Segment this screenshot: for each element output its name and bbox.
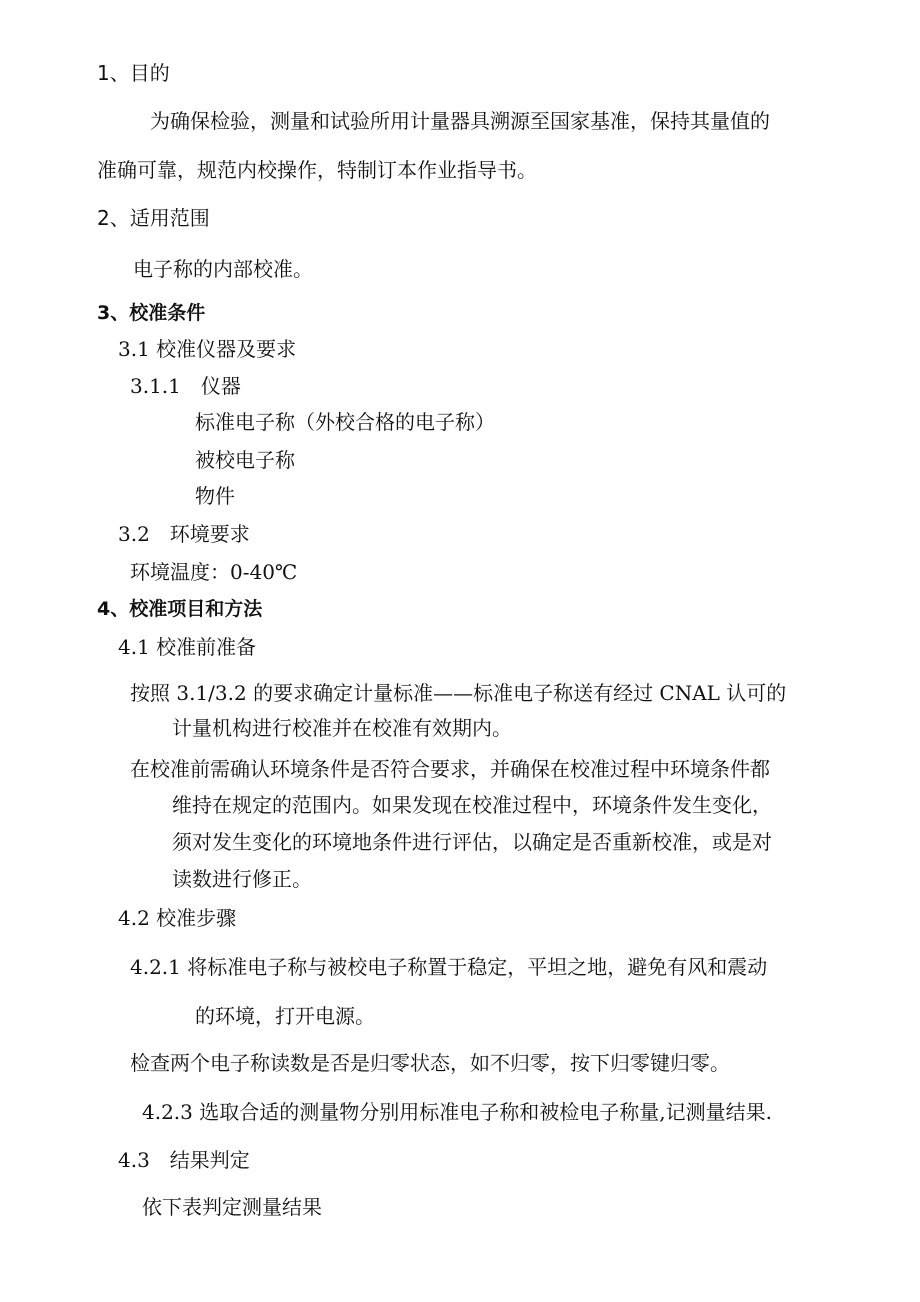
subsection-3-2: 3.2 环境要求 xyxy=(118,522,250,546)
paragraph-4-1-line-1: 按照 3.1/3.2 的要求确定计量标准——标准电子称送有经过 CNAL 认可的 xyxy=(130,681,787,705)
paragraph-4-1-line-2: 计量机构进行校准并在校准有效期内。 xyxy=(172,716,512,740)
subsection-3-1-1: 3.1.1 仪器 xyxy=(130,374,241,398)
section-1-heading: 1、目的 xyxy=(97,61,170,85)
step-4-2-2: 检查两个电子称读数是否是归零状态，如不归零，按下归零键归零。 xyxy=(130,1051,730,1075)
subsection-4-2: 4.2 校准步骤 xyxy=(118,906,237,930)
section-1-paragraph-line-2: 准确可靠，规范内校操作，特制订本作业指导书。 xyxy=(97,158,537,182)
paragraph-4-1b-line-2: 维持在规定的范围内。如果发现在校准过程中，环境条件发生变化， xyxy=(172,793,772,817)
environment-temperature: 环境温度：0-40℃ xyxy=(130,560,298,584)
subsection-3-1: 3.1 校准仪器及要求 xyxy=(118,337,297,361)
subsection-4-1: 4.1 校准前准备 xyxy=(118,635,257,659)
section-3-heading: 3、校准条件 xyxy=(97,302,206,324)
section-2-heading: 2、适用范围 xyxy=(97,206,210,230)
instrument-item: 标准电子称（外校合格的电子称） xyxy=(195,410,495,434)
result-judgement-text: 依下表判定测量结果 xyxy=(142,1195,322,1219)
step-4-2-1-line-1: 4.2.1 将标准电子称与被校电子称置于稳定，平坦之地，避免有风和震动 xyxy=(130,955,768,979)
instrument-item: 物件 xyxy=(195,484,235,508)
step-4-2-3: 4.2.3 选取合适的测量物分别用标准电子称和被检电子称量,记测量结果. xyxy=(142,1100,772,1124)
subsection-4-3: 4.3 结果判定 xyxy=(118,1148,250,1172)
step-4-2-1-line-2: 的环境，打开电源。 xyxy=(195,1004,375,1028)
section-4-heading: 4、校准项目和方法 xyxy=(97,598,263,620)
section-1-paragraph-line-1: 为确保检验，测量和试验所用计量器具溯源至国家基准，保持其量值的 xyxy=(150,109,770,133)
instrument-item: 被校电子称 xyxy=(195,448,295,472)
paragraph-4-1b-line-3: 须对发生变化的环境地条件进行评估，以确定是否重新校准，或是对 xyxy=(172,830,772,854)
paragraph-4-1b-line-1: 在校准前需确认环境条件是否符合要求，并确保在校准过程中环境条件都 xyxy=(130,757,770,781)
section-2-paragraph: 电子称的内部校准。 xyxy=(133,257,313,281)
paragraph-4-1b-line-4: 读数进行修正。 xyxy=(172,867,312,891)
